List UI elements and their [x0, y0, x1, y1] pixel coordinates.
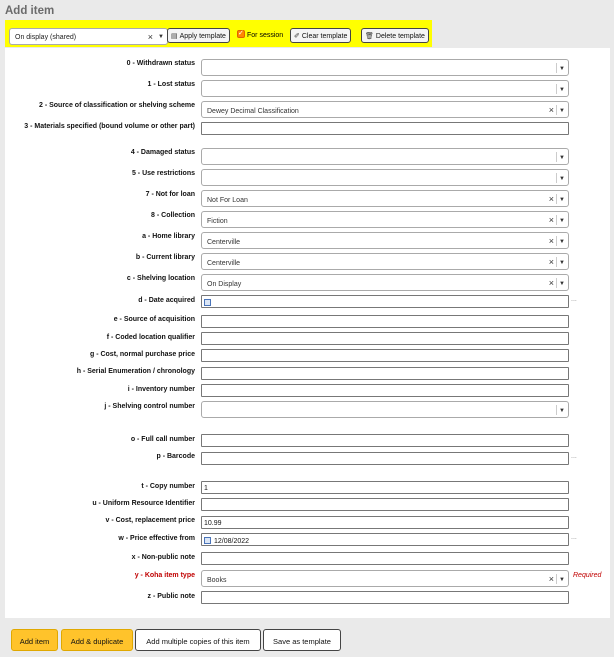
- label-home-library: a - Home library: [142, 233, 195, 240]
- clear-selection-icon[interactable]: ×: [548, 574, 554, 584]
- chevron-down-icon[interactable]: ▼: [559, 408, 565, 414]
- label-item-type: y - Koha item type: [134, 572, 195, 579]
- more-dots[interactable]: ...: [571, 534, 577, 541]
- label-damaged-status: 4 - Damaged status: [130, 149, 195, 156]
- source-of-acquisition-input[interactable]: [201, 315, 569, 328]
- required-indicator: Required: [573, 572, 602, 579]
- non-public-note-input[interactable]: [201, 552, 569, 565]
- eraser-icon: ✐: [294, 33, 300, 40]
- chevron-down-icon[interactable]: ▼: [559, 197, 565, 203]
- trash-icon: 🗑: [365, 33, 374, 40]
- label-barcode: p - Barcode: [156, 453, 195, 460]
- label-serial-enumeration: h - Serial Enumeration / chronology: [76, 368, 195, 375]
- shelving-control-select[interactable]: [201, 401, 569, 418]
- label-price-effective: w - Price effective from: [118, 535, 195, 542]
- clear-selection-icon[interactable]: ×: [147, 32, 153, 42]
- clear-selection-icon[interactable]: ×: [548, 105, 554, 115]
- label-shelving-location: c - Shelving location: [126, 275, 195, 282]
- chevron-down-icon[interactable]: ▼: [559, 281, 565, 287]
- chevron-down-icon[interactable]: ▼: [559, 155, 565, 161]
- chevron-down-icon[interactable]: ▼: [559, 66, 565, 72]
- label-public-note: z - Public note: [147, 593, 195, 600]
- classification-source-select[interactable]: Dewey Decimal Classification × ▼: [201, 101, 569, 118]
- document-icon: ▤: [171, 33, 178, 40]
- item-type-select[interactable]: Books × ▼: [201, 570, 569, 587]
- chevron-down-icon[interactable]: ▼: [158, 34, 164, 40]
- copy-number-input[interactable]: 1: [201, 481, 569, 494]
- serial-enumeration-input[interactable]: [201, 367, 569, 380]
- label-not-for-loan: 7 - Not for loan: [145, 191, 195, 198]
- clear-template-button[interactable]: ✐ Clear template: [290, 28, 351, 43]
- clear-selection-icon[interactable]: ×: [548, 236, 554, 246]
- delete-template-button[interactable]: 🗑 Delete template: [361, 28, 429, 43]
- label-cost-purchase: g - Cost, normal purchase price: [89, 351, 195, 358]
- item-form: [5, 48, 610, 618]
- home-library-select[interactable]: Centerville × ▼: [201, 232, 569, 249]
- clear-selection-icon[interactable]: ×: [548, 215, 554, 225]
- add-duplicate-button[interactable]: Add & duplicate: [61, 629, 133, 651]
- clear-selection-icon[interactable]: ×: [548, 278, 554, 288]
- apply-template-button[interactable]: ▤ Apply template: [167, 28, 230, 43]
- chevron-down-icon[interactable]: ▼: [559, 87, 565, 93]
- current-library-select[interactable]: Centerville × ▼: [201, 253, 569, 270]
- chevron-down-icon[interactable]: ▼: [559, 260, 565, 266]
- uri-input[interactable]: [201, 498, 569, 511]
- label-source-of-acquisition: e - Source of acquisition: [113, 316, 195, 323]
- calendar-icon[interactable]: [204, 299, 211, 306]
- for-session-label: For session: [247, 32, 284, 39]
- replacement-price-input[interactable]: 10.99: [201, 516, 569, 529]
- full-call-number-input[interactable]: [201, 434, 569, 447]
- chevron-down-icon[interactable]: ▼: [559, 577, 565, 583]
- label-uri: u - Uniform Resource Identifier: [92, 500, 195, 507]
- label-coded-location: f - Coded location qualifier: [106, 334, 195, 341]
- label-non-public-note: x - Non-public note: [131, 554, 195, 561]
- date-acquired-input[interactable]: [201, 295, 569, 308]
- for-session-checkbox[interactable]: [237, 30, 283, 39]
- label-full-call-number: o - Full call number: [130, 436, 195, 443]
- label-use-restrictions: 5 - Use restrictions: [131, 170, 195, 177]
- checkbox-checked-icon[interactable]: [237, 30, 245, 38]
- save-as-template-button[interactable]: Save as template: [263, 629, 341, 651]
- template-bar: [5, 20, 432, 47]
- lost-status-select[interactable]: [201, 80, 569, 97]
- shelving-location-select[interactable]: On Display × ▼: [201, 274, 569, 291]
- add-item-button[interactable]: Add item: [11, 629, 58, 651]
- template-select[interactable]: [9, 28, 168, 45]
- materials-specified-input[interactable]: [201, 122, 569, 135]
- template-select-value: On display (shared): [15, 34, 77, 41]
- damaged-status-select[interactable]: [201, 148, 569, 165]
- chevron-down-icon[interactable]: ▼: [559, 108, 565, 114]
- chevron-down-icon[interactable]: ▼: [559, 218, 565, 224]
- label-materials-specified: 3 - Materials specified (bound volume or other part): [24, 123, 195, 130]
- label-lost-status: 1 - Lost status: [147, 81, 195, 88]
- label-copy-number: t - Copy number: [141, 483, 195, 490]
- label-withdrawn-status: 0 - Withdrawn status: [126, 60, 195, 67]
- cost-purchase-input[interactable]: [201, 349, 569, 362]
- label-inventory-number: i - Inventory number: [127, 386, 195, 393]
- more-dots[interactable]: ...: [571, 296, 577, 303]
- barcode-input[interactable]: [201, 452, 569, 465]
- not-for-loan-select[interactable]: Not For Loan × ▼: [201, 190, 569, 207]
- label-date-acquired: d - Date acquired: [138, 297, 195, 304]
- collection-select[interactable]: Fiction × ▼: [201, 211, 569, 228]
- clear-selection-icon[interactable]: ×: [548, 257, 554, 267]
- calendar-icon[interactable]: [204, 537, 211, 544]
- public-note-input[interactable]: [201, 591, 569, 604]
- add-multiple-copies-button[interactable]: Add multiple copies of this item: [135, 629, 261, 651]
- price-effective-input[interactable]: 12/08/2022: [201, 533, 569, 546]
- use-restrictions-select[interactable]: [201, 169, 569, 186]
- page-title: Add item: [5, 5, 55, 17]
- inventory-number-input[interactable]: [201, 384, 569, 397]
- label-collection: 8 - Collection: [151, 212, 195, 219]
- label-current-library: b - Current library: [135, 254, 195, 261]
- more-dots[interactable]: ...: [571, 453, 577, 460]
- coded-location-input[interactable]: [201, 332, 569, 345]
- chevron-down-icon[interactable]: ▼: [559, 239, 565, 245]
- chevron-down-icon[interactable]: ▼: [559, 176, 565, 182]
- label-shelving-control: j - Shelving control number: [104, 403, 195, 410]
- label-replacement-price: v - Cost, replacement price: [105, 517, 195, 524]
- clear-selection-icon[interactable]: ×: [548, 194, 554, 204]
- label-classification-source: 2 - Source of classification or shelving scheme: [39, 102, 195, 109]
- withdrawn-status-select[interactable]: [201, 59, 569, 76]
